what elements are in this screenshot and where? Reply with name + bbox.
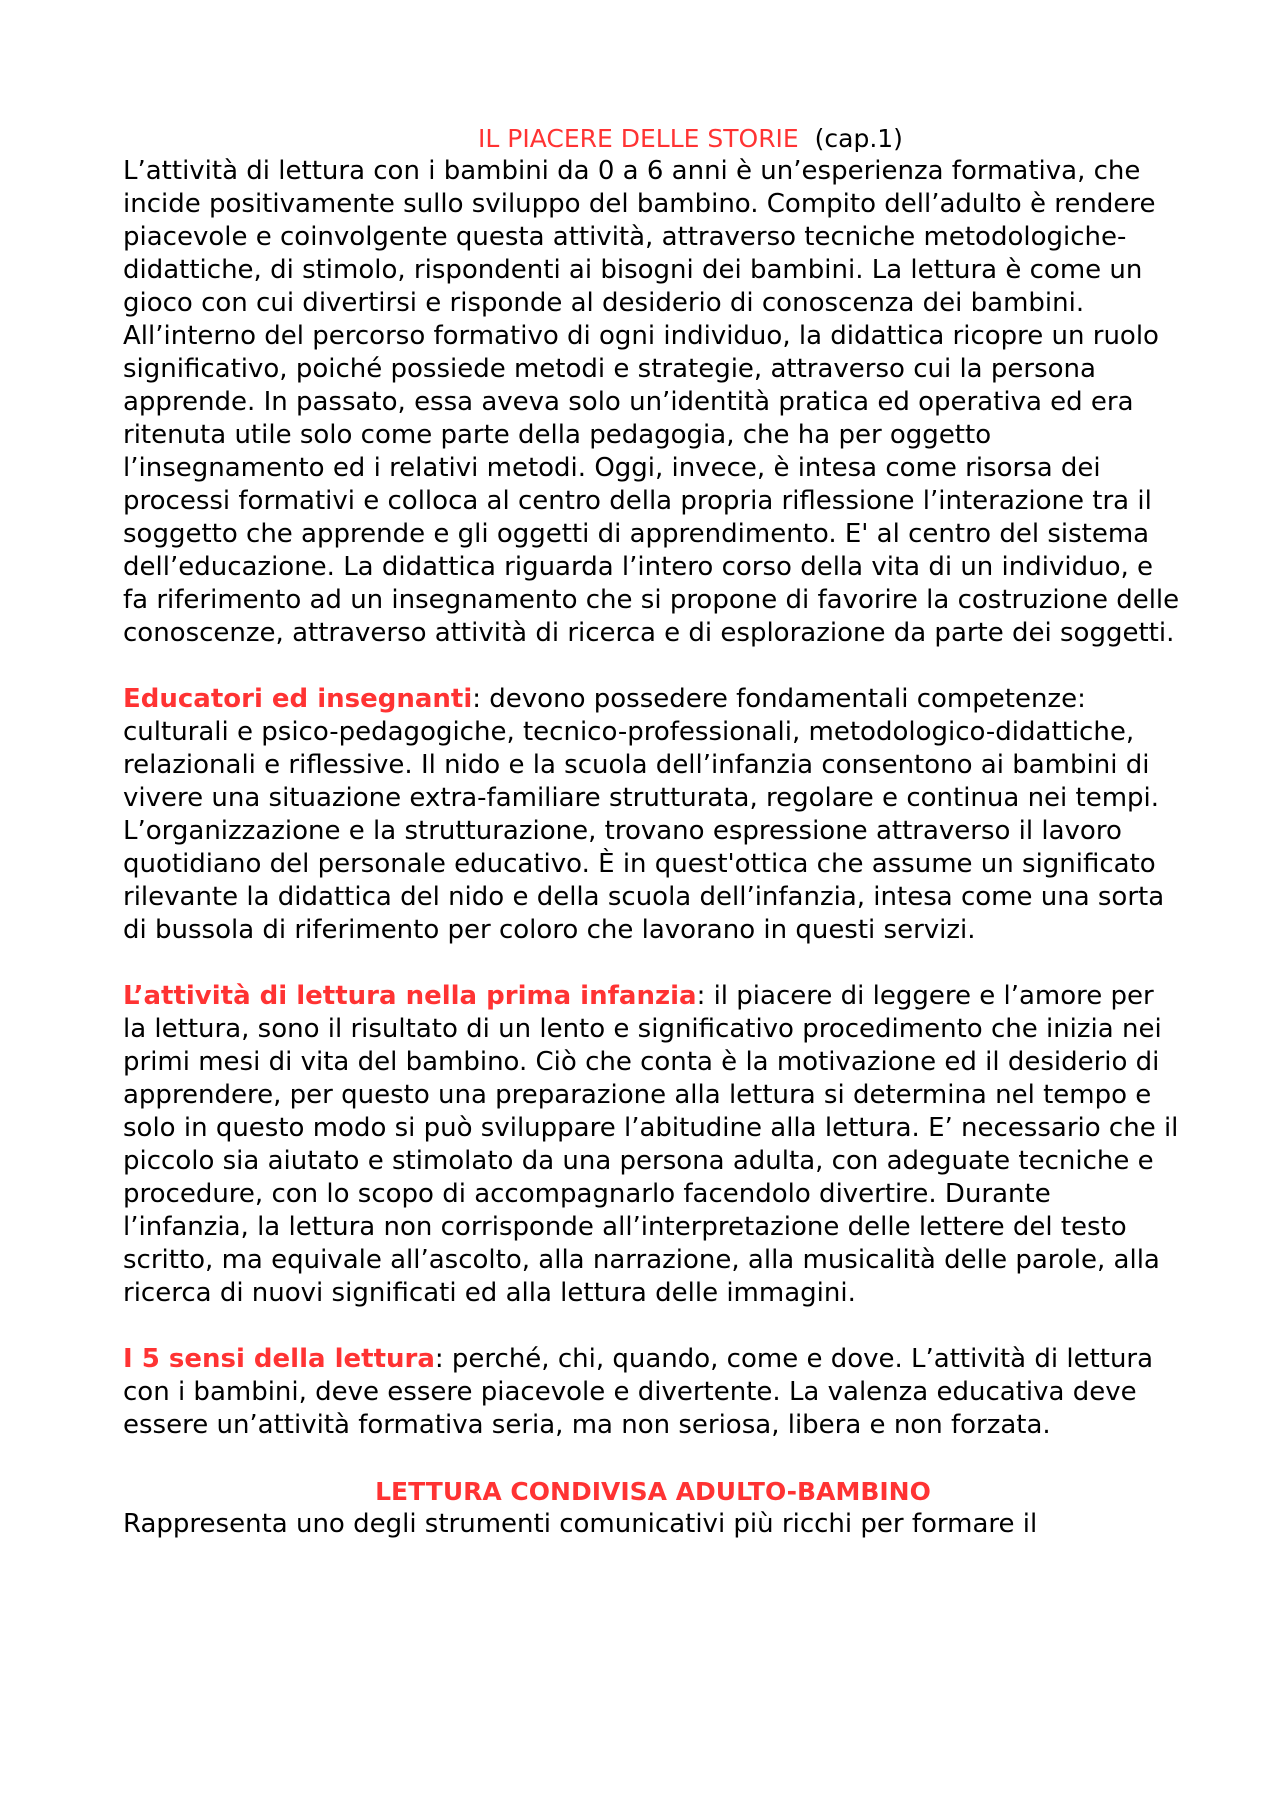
intro-paragraph: L’attività di lettura con i bambini da 0 a 6 anni è un’esperienza formativa, che incide positivamente sullo sviluppo del bambino. Compito dell’adulto è rendere piacevole e coinvolgente questa attività, attraverso tecniche metodologiche-didattiche, di stimolo, rispondenti ai bisogni dei bambini. La lettura è come un gioco con cui divertirsi e risponde al desiderio di conoscenza dei bambini. All’interno del percorso formativo di ogni individuo, la didattica ricopre un ruolo significativo, poiché possiede metodi e strategie, attraverso cui la persona apprende. In passato, essa aveva solo un’identità pratica ed operativa ed era ritenuta utile solo come parte della pedagogia, che ha per oggetto l’insegnamento ed i relativi metodi. Oggi, invece, è intesa come risorsa dei processi formativi e colloca al centro della propria riflessione l’interazione tra il soggetto che apprende e gli oggetti di apprendimento. E' al centro del sistema dell’educazione. La didattica riguarda l’intero corso della vita di un individuo, e fa riferimento ad un insegnamento che si propone di favorire la costruzione delle conoscenze, attraverso attività di ricerca e di esplorazione da parte dei soggetti. bbox=[123, 156, 1180, 648]
section-term: Educatori ed insegnanti bbox=[123, 684, 473, 714]
section-term: L’attività di lettura nella prima infanzia bbox=[123, 981, 697, 1011]
paragraph-gap bbox=[123, 1442, 1183, 1475]
section-educatori bbox=[123, 683, 1183, 947]
chapter-label: (cap.1) bbox=[814, 124, 903, 153]
paragraph-gap bbox=[123, 650, 1183, 683]
section-term: I 5 sensi della lettura bbox=[123, 1344, 435, 1374]
section-text: : perché, chi, quando, come e dove. L’attività di lettura con i bambini, deve essere piacevole e divertente. La valenza educativa deve essere un’attività formativa seria, ma non seriosa, libera e non forzata. bbox=[123, 1344, 1154, 1440]
title-line bbox=[478, 122, 1183, 155]
section-text: : devono possedere fondamentali competenze: culturali e psico-pedagogiche, tecnico-professionali, metodologico-didattiche, relazionali e riflessive. Il nido e la scuola dell’infanzia consentono ai bambini di vivere una situazione extra-familiare strutturata, regolare e continua nei tempi. L’organizzazione e la strutturazione, trovano espressione attraverso il lavoro quotidiano del personale educativo. È in quest'ottica che assume un significato rilevante la didattica del nido e della scuola dell’infanzia, intesa come una sorta di bussola di riferimento per coloro che lavorano in questi servizi. bbox=[123, 684, 1165, 945]
paragraph-gap bbox=[123, 1310, 1183, 1343]
section-subheading: LETTURA CONDIVISA ADULTO-BAMBINO bbox=[375, 1477, 931, 1506]
document-page bbox=[123, 122, 1183, 1541]
closing-line: Rappresenta uno degli strumenti comunicativi più ricchi per formare il bbox=[123, 1509, 1038, 1539]
section-attivita-lettura bbox=[123, 980, 1183, 1310]
document-title: IL PIACERE DELLE STORIE bbox=[478, 124, 799, 153]
section-cinque-sensi bbox=[123, 1343, 1183, 1442]
paragraph-gap bbox=[123, 947, 1183, 980]
section-text: : il piacere di leggere e l’amore per la lettura, sono il risultato di un lento e significativo procedimento che inizia nei primi mesi di vita del bambino. Ciò che conta è la motivazione ed il desiderio di apprendere, per questo una preparazione alla lettura si determina nel tempo e solo in questo modo si può sviluppare l’abitudine alla lettura. E’ necessario che il piccolo sia aiutato e stimolato da una persona adulta, con adeguate tecniche e procedure, con lo scopo di accompagnarlo facendolo divertire. Durante l’infanzia, la lettura non corrisponde all’interpretazione delle lettere del testo scritto, ma equivale all’ascolto, alla narrazione, alla musicalità delle parole, alla ricerca di nuovi significati ed alla lettura delle immagini. bbox=[123, 981, 1179, 1308]
